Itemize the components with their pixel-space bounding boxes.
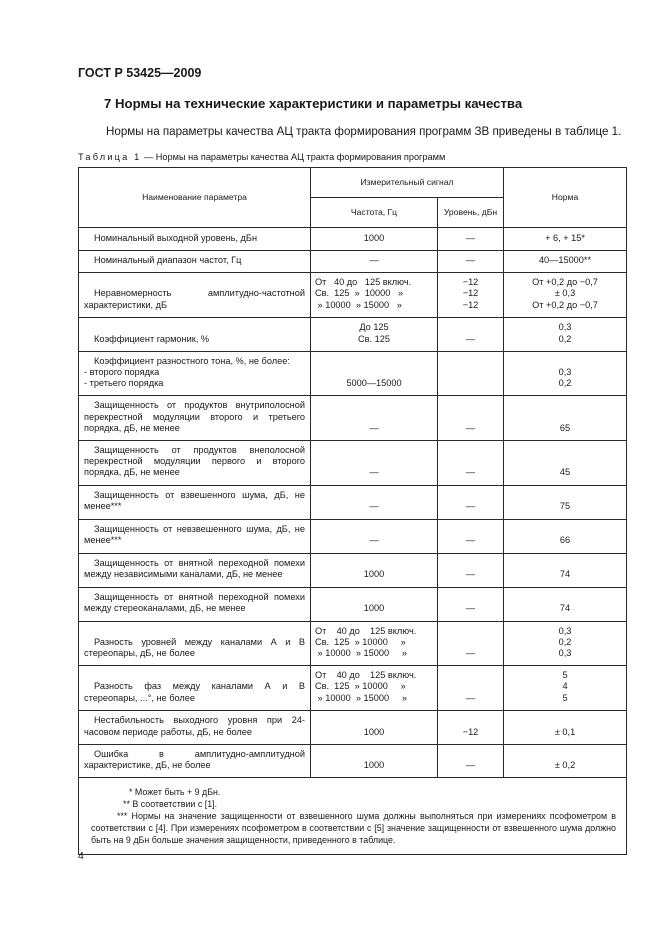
table-row bbox=[79, 710, 627, 744]
parameter-name-line: Защищенность от внятной переходной помехи между стереоканалами, дБ, не менее bbox=[84, 592, 305, 614]
table-row bbox=[79, 441, 627, 486]
parameter-name-line: Неравномерность амплитудно-частотной характеристики, дБ bbox=[84, 288, 305, 310]
frequency-cell bbox=[311, 710, 438, 744]
frequency-cell-line: От 40 до 125 включ. bbox=[315, 625, 417, 636]
frequency-cell bbox=[311, 553, 438, 587]
level-cell bbox=[438, 519, 504, 553]
level-cell bbox=[438, 396, 504, 441]
parameter-name bbox=[79, 396, 311, 441]
norm-cell-line: 0,3 bbox=[558, 625, 572, 636]
level-cell bbox=[438, 273, 504, 318]
norm-cell-line: ± 0,3 bbox=[554, 288, 576, 299]
parameter-name bbox=[79, 485, 311, 519]
level-cell bbox=[438, 666, 504, 711]
norm-cell-line: 0,3 bbox=[558, 648, 572, 659]
parameter-name bbox=[79, 441, 311, 486]
norm-cell-line: От +0,2 до −0,7 bbox=[532, 277, 598, 288]
level-cell-line: — bbox=[465, 648, 476, 659]
note-1: * Может быть + 9 дБн. bbox=[129, 787, 221, 798]
table-row bbox=[79, 351, 627, 396]
level-cell-line: — bbox=[465, 467, 476, 478]
parameter-name-line: Нестабильность выходного уровня при 24-часовом периоде работы, дБ, не более bbox=[84, 715, 305, 737]
frequency-cell-line: 1000 bbox=[363, 232, 385, 243]
level-cell-line: −12 bbox=[462, 277, 479, 288]
document-header: ГОСТ Р 53425—2009 bbox=[78, 66, 202, 80]
frequency-cell-line: 1000 bbox=[363, 760, 385, 771]
parameter-name-line: Защищенность от взвешенного шума, дБ, не менее*** bbox=[84, 490, 305, 512]
frequency-cell-line: 1000 bbox=[363, 569, 385, 580]
page-number: 4 bbox=[78, 850, 84, 862]
parameter-name-line: Разность фаз между каналами А и В стереопары, ...°, не более bbox=[84, 681, 305, 703]
norm-cell-line: 0,3 bbox=[558, 367, 572, 378]
header-frequency: Частота, Гц bbox=[311, 198, 438, 228]
frequency-cell-line: До 125 bbox=[359, 322, 389, 333]
table-row bbox=[79, 519, 627, 553]
norm-cell-line: 66 bbox=[559, 535, 571, 546]
parameter-name bbox=[79, 553, 311, 587]
level-cell bbox=[438, 228, 504, 251]
parameter-name bbox=[79, 228, 311, 251]
norm-cell-line: ± 0,1 bbox=[554, 726, 576, 737]
table-notes bbox=[79, 778, 627, 855]
table-row bbox=[79, 587, 627, 621]
parameter-name bbox=[79, 251, 311, 273]
table-row bbox=[79, 228, 627, 251]
frequency-cell bbox=[311, 621, 438, 666]
level-cell bbox=[438, 441, 504, 486]
parameter-name-line: Разность уровней между каналами А и В стереопары, дБ, не более bbox=[84, 636, 305, 659]
parameter-name-line: Номинальный выходной уровень, дБн bbox=[94, 232, 258, 243]
parameter-name bbox=[79, 710, 311, 744]
frequency-cell-line: — bbox=[369, 255, 379, 265]
frequency-cell-line: Св. 125 » 10000 » bbox=[315, 636, 406, 647]
frequency-cell-line: » 10000 » 15000 » bbox=[315, 299, 402, 310]
norm-cell bbox=[504, 519, 627, 553]
norm-cell-line: 74 bbox=[559, 569, 571, 580]
frequency-cell-line: Св. 125 bbox=[358, 333, 390, 344]
frequency-cell-line: Св. 125 » 10000 » bbox=[315, 288, 404, 299]
level-cell bbox=[438, 710, 504, 744]
frequency-cell-line: От 40 до 125 включ. bbox=[315, 670, 417, 681]
frequency-cell bbox=[311, 744, 438, 777]
level-cell-line: — bbox=[465, 603, 476, 614]
table-row bbox=[79, 317, 627, 351]
norm-cell-line: 5 bbox=[562, 670, 568, 681]
parameter-name-line: Коэффициент разностного тона, %, не более: bbox=[94, 355, 290, 366]
parameter-name-line: Защищенность от внятной переходной помехи между независимыми каналами, дБ, не менее bbox=[84, 558, 305, 580]
frequency-cell-line: 1000 bbox=[363, 603, 385, 614]
frequency-cell-line: 5000—15000 bbox=[346, 378, 402, 389]
frequency-cell-line: — bbox=[369, 535, 379, 546]
level-cell-line: — bbox=[465, 501, 476, 512]
norm-cell bbox=[504, 251, 627, 273]
frequency-cell bbox=[311, 666, 438, 711]
parameter-name bbox=[79, 273, 311, 318]
level-cell-line: — bbox=[465, 333, 476, 344]
norm-cell bbox=[504, 621, 627, 666]
norm-cell bbox=[504, 317, 627, 351]
table-caption bbox=[78, 152, 445, 162]
frequency-cell bbox=[311, 441, 438, 486]
norm-cell-line: 74 bbox=[559, 603, 571, 614]
frequency-cell bbox=[311, 273, 438, 318]
norm-cell bbox=[504, 351, 627, 396]
norm-cell bbox=[504, 666, 627, 711]
level-cell-line: — bbox=[465, 760, 476, 771]
frequency-cell-line: От 40 до 125 включ. bbox=[315, 277, 412, 288]
norm-cell-line: 0,2 bbox=[558, 636, 572, 647]
norm-cell-line: + 6, + 15* bbox=[545, 232, 585, 243]
frequency-cell-line: » 10000 » 15000 » bbox=[315, 692, 407, 703]
level-cell bbox=[438, 587, 504, 621]
frequency-cell-line: » 10000 » 15000 » bbox=[315, 648, 407, 659]
note-2: ** В соответствии с [1]. bbox=[123, 799, 218, 810]
table-row bbox=[79, 273, 627, 318]
parameter-name-line: Защищенность от продуктов внеполосной перекрестной модуляции первого и второго порядка, дБ, не менее bbox=[84, 445, 305, 478]
level-cell bbox=[438, 485, 504, 519]
parameter-name-line: Защищенность от продуктов внутриполосной перекрестной модуляции второго и третьего порядка, дБ, не менее bbox=[84, 400, 305, 433]
level-cell-line: −12 bbox=[462, 726, 479, 737]
norm-cell bbox=[504, 744, 627, 777]
frequency-cell bbox=[311, 351, 438, 396]
level-cell-line: −12 bbox=[462, 288, 479, 299]
frequency-cell-line: — bbox=[369, 501, 379, 512]
level-cell bbox=[438, 744, 504, 777]
level-cell-line: — bbox=[465, 422, 476, 433]
norm-cell-line: От +0,2 до −0,7 bbox=[532, 299, 598, 310]
level-cell-line: — bbox=[465, 255, 476, 265]
parameter-name-line: Ошибка в амплитудно-амплитудной характеристике, дБ, не более bbox=[84, 748, 305, 771]
parameter-name-line: Коэффициент гармоник, % bbox=[94, 333, 210, 344]
frequency-cell-line: — bbox=[369, 467, 379, 478]
frequency-cell-line: Св. 125 » 10000 » bbox=[315, 681, 406, 692]
norm-cell bbox=[504, 228, 627, 251]
parameter-name bbox=[79, 744, 311, 777]
norm-cell bbox=[504, 273, 627, 318]
parameter-name bbox=[79, 317, 311, 351]
level-cell bbox=[438, 251, 504, 273]
norm-cell bbox=[504, 441, 627, 486]
intro-paragraph: Нормы на параметры качества АЦ тракта формирования программ ЗВ приведены в таблице 1. bbox=[106, 125, 622, 138]
section-title: 7 Нормы на технические характеристики и параметры качества bbox=[104, 96, 523, 111]
parameter-name-line: Защищенность от невзвешенного шума, дБ, не менее*** bbox=[84, 524, 305, 546]
norm-cell bbox=[504, 485, 627, 519]
quality-norms-table bbox=[78, 167, 627, 855]
table-caption-prefix: Таблица 1 bbox=[78, 152, 142, 162]
level-cell bbox=[438, 553, 504, 587]
frequency-cell-line: 1000 bbox=[363, 726, 385, 737]
norm-cell bbox=[504, 396, 627, 441]
table-row bbox=[79, 485, 627, 519]
norm-cell-line: 75 bbox=[559, 501, 571, 512]
norm-cell bbox=[504, 587, 627, 621]
norm-cell-line: 45 bbox=[559, 467, 571, 478]
parameter-name bbox=[79, 519, 311, 553]
header-level: Уровень, дБн bbox=[438, 198, 504, 228]
parameter-name bbox=[79, 351, 311, 396]
frequency-cell bbox=[311, 251, 438, 273]
note-3: *** Нормы на значение защищенности от взвешенного шума должны выполняться при измерениях псофометром в соответствии с [4]. При измерениях псофометром в соответствии с [5] значение защищенности от взвешенного шума должно быть на 9 дБн больше значения защищенности, приведенного в таблице. bbox=[91, 811, 616, 846]
frequency-cell bbox=[311, 519, 438, 553]
frequency-cell bbox=[311, 317, 438, 351]
frequency-cell bbox=[311, 587, 438, 621]
norm-cell bbox=[504, 710, 627, 744]
norm-cell-line: 0,2 bbox=[558, 378, 572, 389]
header-norm: Норма bbox=[504, 168, 627, 228]
frequency-cell bbox=[311, 485, 438, 519]
parameter-name-line: Номинальный диапазон частот, Гц bbox=[94, 255, 242, 265]
norm-cell-line: ± 0,2 bbox=[554, 760, 576, 771]
level-cell bbox=[438, 621, 504, 666]
parameter-name-line: - третьего порядка bbox=[84, 378, 164, 389]
header-measuring-signal: Измерительный сигнал bbox=[311, 168, 504, 198]
level-cell-line: — bbox=[465, 232, 476, 243]
frequency-cell bbox=[311, 396, 438, 441]
header-parameter: Наименование параметра bbox=[79, 168, 311, 228]
table-row bbox=[79, 251, 627, 273]
norm-cell-line: 65 bbox=[559, 422, 571, 433]
parameter-name bbox=[79, 587, 311, 621]
table-row bbox=[79, 553, 627, 587]
table-caption-text: — Нормы на параметры качества АЦ тракта формирования программ bbox=[141, 152, 446, 162]
norm-cell-line: 0,3 bbox=[558, 322, 572, 333]
table-row bbox=[79, 744, 627, 777]
norm-cell bbox=[504, 553, 627, 587]
level-cell bbox=[438, 351, 504, 396]
level-cell-line: — bbox=[465, 535, 476, 546]
norm-cell-line: 0,2 bbox=[558, 333, 572, 344]
level-cell-line: — bbox=[465, 692, 476, 703]
norm-cell-line: 4 bbox=[562, 681, 568, 692]
parameter-name-line: - второго порядка bbox=[84, 367, 160, 378]
table-row bbox=[79, 666, 627, 711]
table-row bbox=[79, 621, 627, 666]
parameter-name bbox=[79, 666, 311, 711]
parameter-name bbox=[79, 621, 311, 666]
level-cell-line: −12 bbox=[462, 299, 479, 310]
level-cell-line: — bbox=[465, 569, 476, 580]
norm-cell-line: 40—15000** bbox=[538, 255, 592, 265]
norm-cell-line: 5 bbox=[562, 692, 568, 703]
level-cell bbox=[438, 317, 504, 351]
table-row bbox=[79, 396, 627, 441]
frequency-cell-line: — bbox=[369, 422, 379, 433]
frequency-cell bbox=[311, 228, 438, 251]
